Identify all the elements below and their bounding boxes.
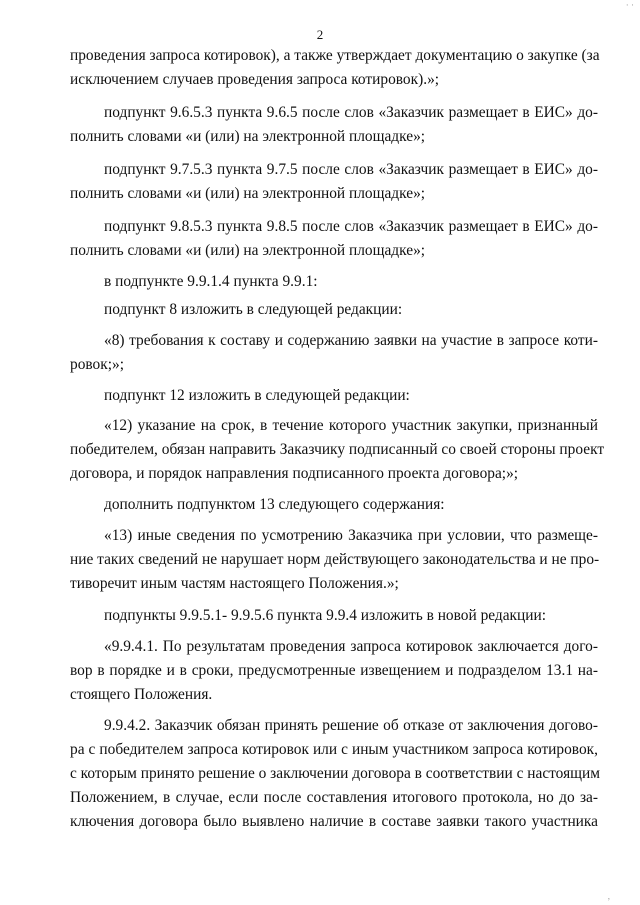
text-line: 9.9.4.2. Заказчик обязан принять решение об отказе от заключения догово- [104,717,598,734]
text-line: стоящего Положения. [70,686,213,703]
text-line: в подпункте 9.9.1.4 пункта 9.9.1: [104,273,318,290]
text-line: полнить словами «и (или) на электронной площадке»; [70,128,426,145]
text-line: вор в порядке и в сроки, предусмотренные извещением и подразделом 13.1 на- [70,662,598,679]
text-line: ключения договора было выявлено наличие в составе заявки такого участника [70,813,598,830]
text-line: ние таких сведений не нарушает норм действующего законодательства и не про- [70,551,600,568]
text-line: полнить словами «и (или) на электронной площадке»; [70,242,426,259]
text-line: ра с победителем запроса котировок или с иным участником запроса котировок, [70,741,598,758]
text-line: подпункт 9.8.5.3 пункта 9.8.5 после слов «Заказчик размещает в ЕИС» до- [104,218,598,235]
text-line: Положением, в случае, если после составления итогового протокола, но до за- [70,789,598,806]
page-number: 2 [316,27,324,42]
text-line: полнить словами «и (или) на электронной площадке»; [70,185,426,202]
text-line: подпункт 9.6.5.3 пункта 9.6.5 после слов «Заказчик размещает в ЕИС» до- [104,104,598,121]
text-line: подпункт 8 изложить в следующей редакции: [104,301,403,318]
text-line: «8) требования к составу и содержанию заявки на участие в запросе коти- [104,332,598,349]
text-line: «13) иные сведения по усмотрению Заказчика при условии, что размеще- [104,527,598,544]
scan-mark-bottom: , [607,891,610,901]
text-line: договора, и порядок направления подписанного проекта договора;»; [70,465,519,482]
text-line: с которым принято решение о заключении договора в соответствии с настоящим [70,765,600,782]
text-line: подпункты 9.9.5.1- 9.9.5.6 пункта 9.9.4 изложить в новой редакции: [104,607,547,624]
text-line: «12) указание на срок, в течение которого участник закупки, признанный [104,417,598,434]
text-line: исключением случаев проведения запроса котировок).»; [70,71,440,88]
text-line: дополнить подпунктом 13 следующего содержания: [104,496,445,513]
text-line: подпункт 12 изложить в следующей редакции: [104,387,410,404]
scan-mark-top: · · [625,0,634,10]
text-line: «9.9.4.1. По результатам проведения запроса котировок заключается дого- [104,638,598,655]
text-line: тиворечит иным частям настоящего Положения.»; [70,575,399,592]
text-line: победителем, обязан направить Заказчику подписанный со своей стороны проект [70,441,605,458]
text-line: проведения запроса котировок), а также утверждает документацию о закупке (за [70,47,600,64]
text-line: ровок;»; [70,356,124,373]
text-line: подпункт 9.7.5.3 пункта 9.7.5 после слов «Заказчик размещает в ЕИС» до- [104,161,598,178]
